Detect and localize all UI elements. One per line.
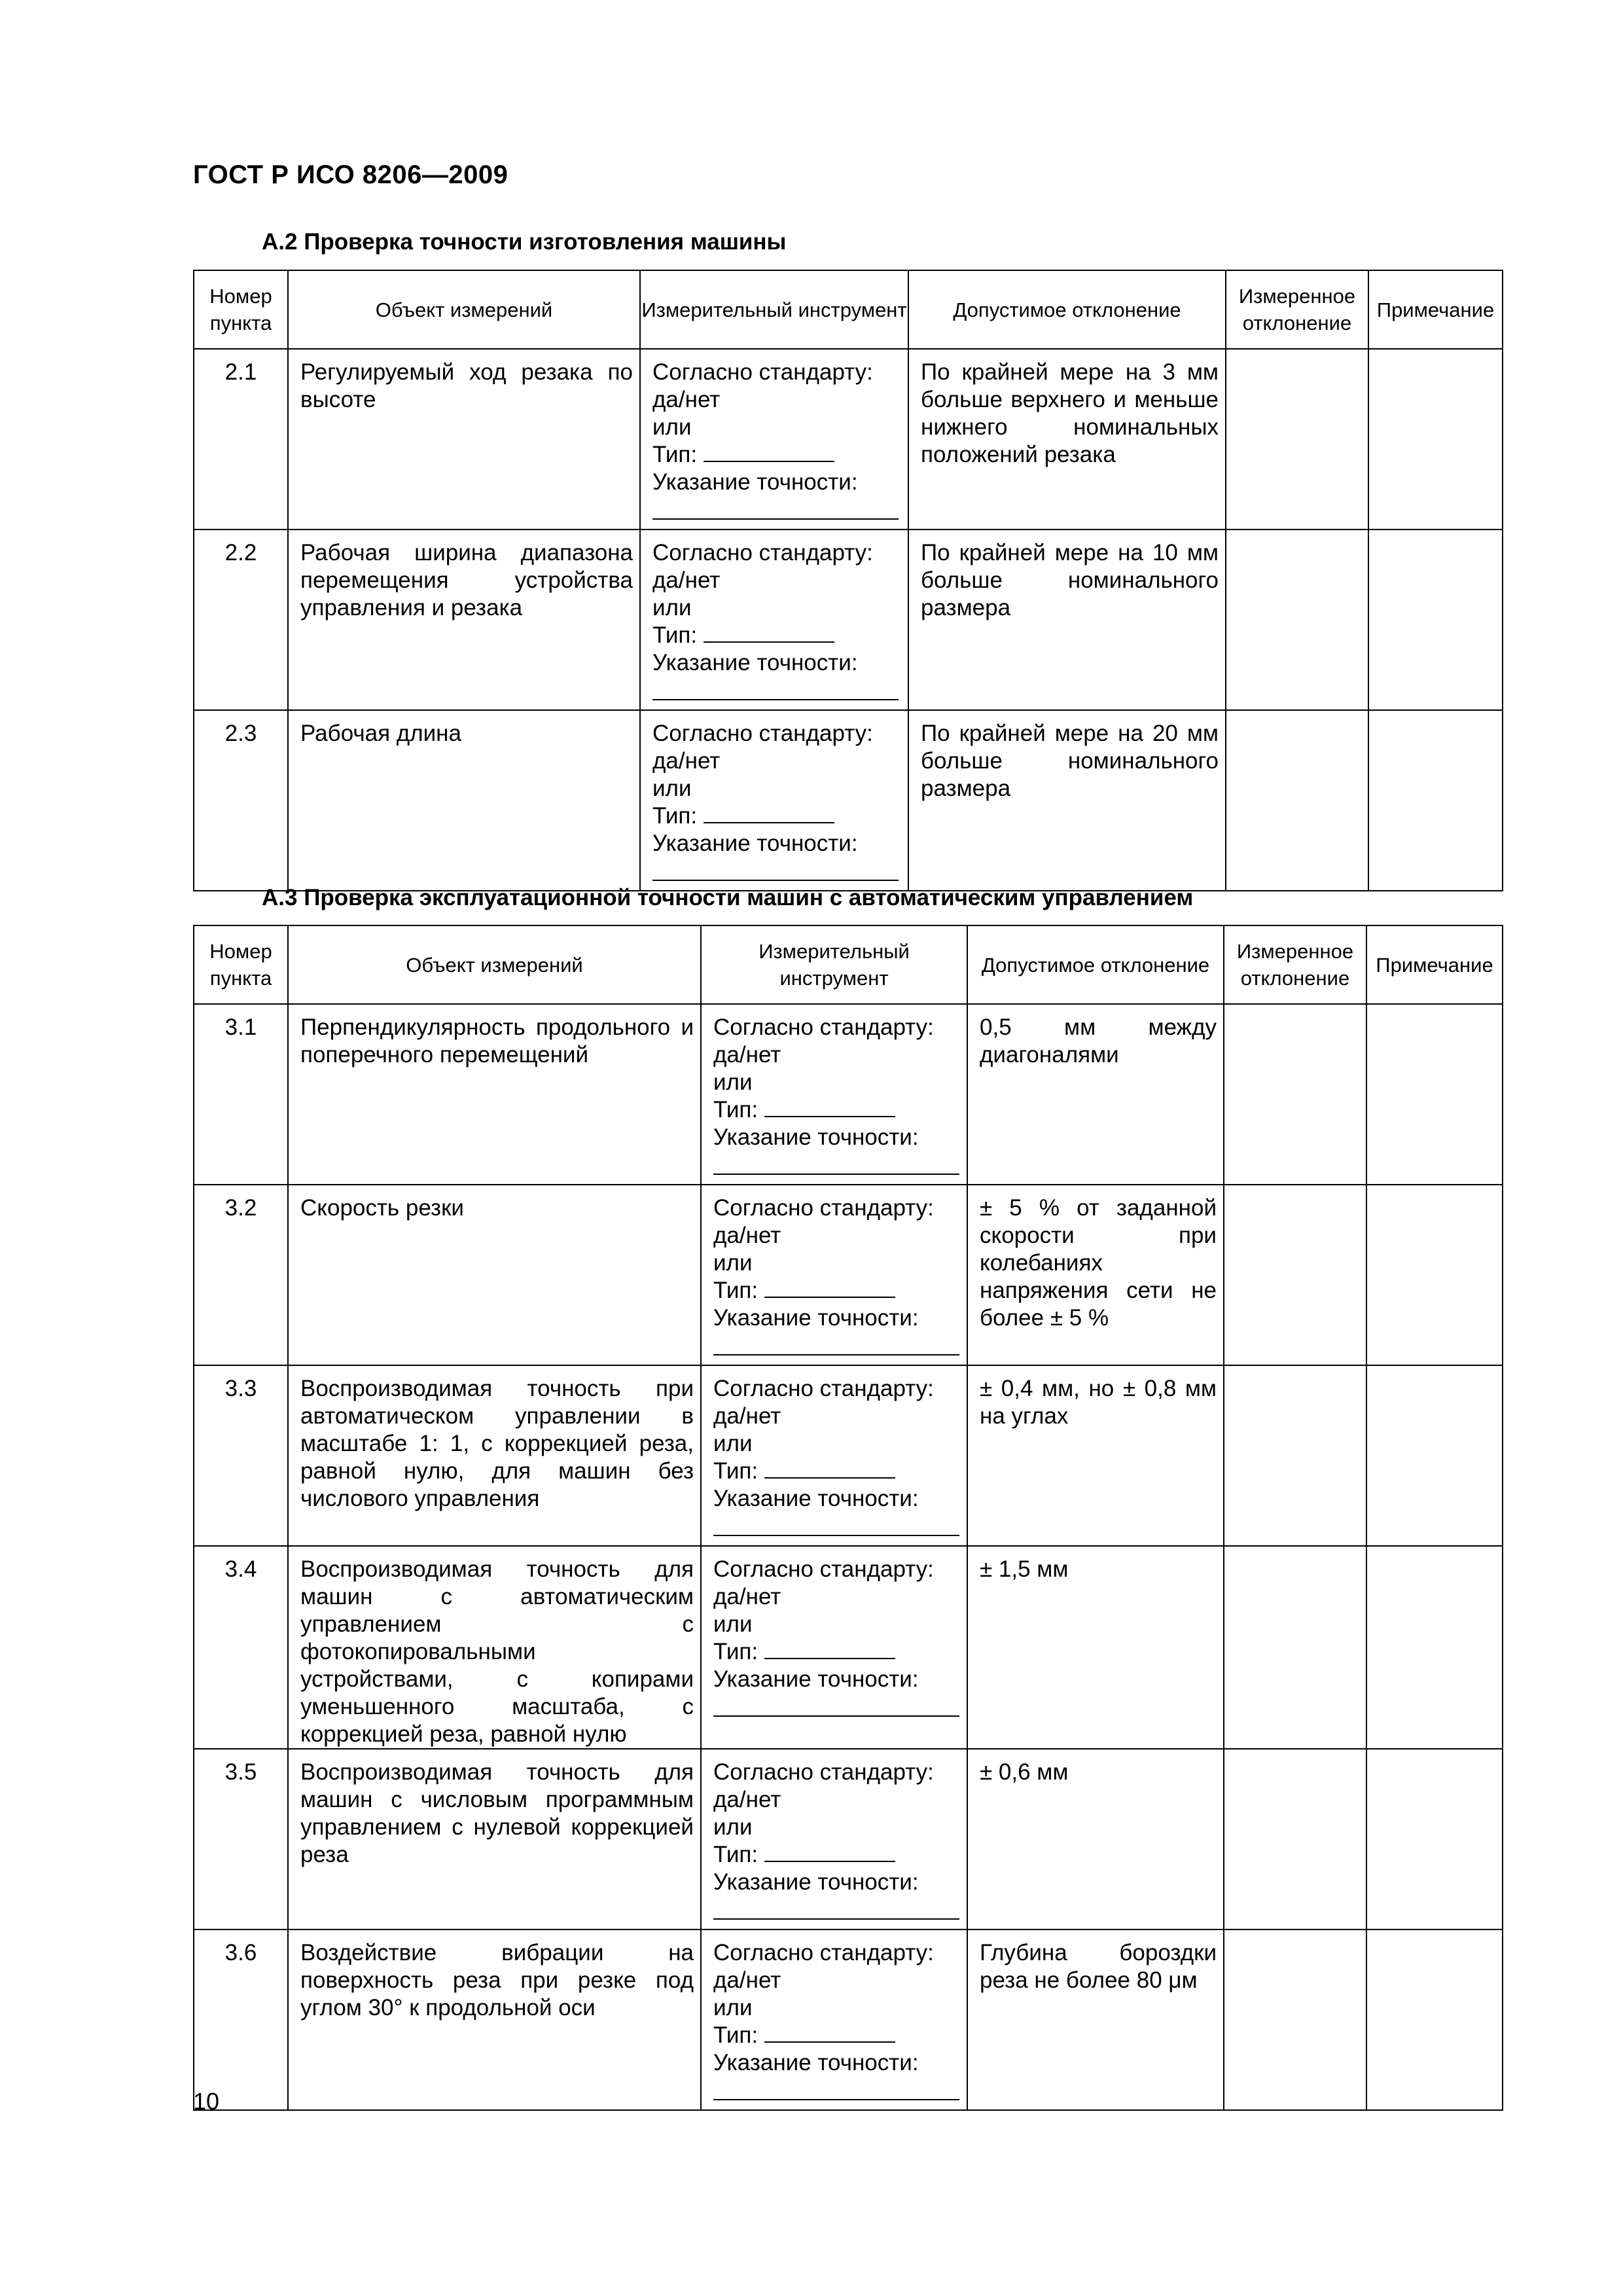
type-blank-line bbox=[704, 802, 834, 823]
instrument-cell bbox=[640, 529, 908, 710]
note-cell bbox=[1366, 1185, 1503, 1365]
type-blank-line bbox=[764, 1277, 895, 1298]
item-number: 3.4 bbox=[194, 1546, 288, 1749]
instrument-or: или bbox=[713, 1995, 753, 2020]
item-number: 2.3 bbox=[194, 710, 288, 891]
instrument-or: или bbox=[652, 595, 692, 620]
col-header-measured: Измеренное отклонение bbox=[1224, 925, 1366, 1004]
type-blank-line bbox=[764, 1638, 895, 1659]
instrument-or: или bbox=[713, 1814, 753, 1840]
accuracy-blank-line bbox=[713, 1332, 959, 1355]
type-blank-line bbox=[764, 1841, 895, 1862]
allowed-deviation: По крайней мере на 20 мм больше номинального размера bbox=[908, 710, 1226, 891]
col-header-object: Объект измерений bbox=[288, 925, 701, 1004]
instrument-or: или bbox=[652, 414, 692, 440]
measurement-object: Скорость резки bbox=[288, 1185, 701, 1365]
table-row bbox=[194, 710, 1503, 891]
instrument-type-label: Тип: bbox=[713, 2022, 758, 2048]
allowed-deviation: ± 0,6 мм bbox=[967, 1749, 1224, 1929]
item-number: 3.6 bbox=[194, 1929, 288, 2110]
table-row bbox=[194, 1546, 1503, 1749]
instrument-type-label: Тип: bbox=[713, 1458, 758, 1484]
instrument-standard: Согласно стандарту: bbox=[713, 1195, 934, 1221]
measurement-object: Перпендикулярность продольного и поперечного перемещений bbox=[288, 1004, 701, 1185]
instrument-accuracy-label: Указание точности: bbox=[713, 1305, 919, 1331]
type-blank-line bbox=[704, 622, 834, 643]
type-blank-line bbox=[764, 1096, 895, 1117]
table-row bbox=[194, 1929, 1503, 2110]
accuracy-blank-line bbox=[713, 1896, 959, 1920]
accuracy-table-a3 bbox=[193, 925, 1503, 2111]
note-cell bbox=[1366, 1004, 1503, 1185]
instrument-yes-no: да/нет bbox=[652, 567, 721, 593]
measured-deviation-cell bbox=[1226, 529, 1368, 710]
instrument-cell bbox=[701, 1546, 967, 1749]
col-header-note: Примечание bbox=[1368, 270, 1503, 349]
instrument-standard: Согласно стандарту: bbox=[652, 721, 873, 746]
item-number: 3.1 bbox=[194, 1004, 288, 1185]
measurement-object: Рабочая ширина диапазона перемещения устройства управления и резака bbox=[288, 529, 640, 710]
instrument-type-label: Тип: bbox=[652, 622, 698, 648]
instrument-yes-no: да/нет bbox=[713, 1042, 781, 1067]
instrument-cell bbox=[701, 1185, 967, 1365]
instrument-yes-no: да/нет bbox=[652, 748, 721, 774]
instrument-cell bbox=[701, 1004, 967, 1185]
accuracy-blank-line bbox=[713, 1151, 959, 1175]
instrument-cell bbox=[701, 1749, 967, 1929]
note-cell bbox=[1368, 710, 1503, 891]
section-a2-title: А.2 Проверка точности изготовления машины bbox=[262, 229, 787, 255]
instrument-type-label: Тип: bbox=[713, 1278, 758, 1303]
instrument-accuracy-label: Указание точности: bbox=[713, 2050, 919, 2075]
instrument-accuracy-label: Указание точности: bbox=[652, 469, 858, 495]
allowed-deviation: По крайней мере на 3 мм больше верхнего и меньше нижнего номинальных положений резака bbox=[908, 349, 1226, 529]
section-a3-title: А.3 Проверка эксплуатационной точности машин с автоматическим управлением bbox=[262, 885, 1194, 910]
instrument-accuracy-label: Указание точности: bbox=[713, 1666, 919, 1692]
allowed-deviation: ± 5 % от заданной скорости при колебаниях напряжения сети не более ± 5 % bbox=[967, 1185, 1224, 1365]
col-header-deviation: Допустимое отклонение bbox=[908, 270, 1226, 349]
instrument-yes-no: да/нет bbox=[713, 1223, 781, 1248]
instrument-or: или bbox=[713, 1069, 753, 1095]
instrument-type-label: Тип: bbox=[652, 442, 698, 467]
instrument-accuracy-label: Указание точности: bbox=[713, 1486, 919, 1511]
col-header-instrument: Измерительный инструмент bbox=[701, 925, 967, 1004]
item-number: 3.5 bbox=[194, 1749, 288, 1929]
instrument-or: или bbox=[713, 1431, 753, 1456]
col-header-measured: Измеренное отклонение bbox=[1226, 270, 1368, 349]
instrument-accuracy-label: Указание точности: bbox=[652, 650, 858, 675]
note-cell bbox=[1366, 1546, 1503, 1749]
measurement-object: Рабочая длина bbox=[288, 710, 640, 891]
measured-deviation-cell bbox=[1224, 1749, 1366, 1929]
instrument-type-label: Тип: bbox=[713, 1639, 758, 1664]
note-cell bbox=[1366, 1749, 1503, 1929]
table-row bbox=[194, 529, 1503, 710]
measured-deviation-cell bbox=[1226, 710, 1368, 891]
instrument-standard: Согласно стандарту: bbox=[713, 1556, 934, 1582]
type-blank-line bbox=[764, 2022, 895, 2043]
instrument-type-label: Тип: bbox=[652, 803, 698, 829]
measurement-object: Воспроизводимая точность для машин с автоматическим управлением с фотокопировальными устройствами, с копирами уменьшенного масштаба, с коррекцией реза, равной нулю bbox=[288, 1546, 701, 1749]
instrument-standard: Согласно стандарту: bbox=[713, 1940, 934, 1965]
accuracy-table-a2 bbox=[193, 270, 1503, 891]
item-number: 3.2 bbox=[194, 1185, 288, 1365]
instrument-accuracy-label: Указание точности: bbox=[713, 1124, 919, 1150]
allowed-deviation: 0,5 мм между диагоналями bbox=[967, 1004, 1224, 1185]
instrument-yes-no: да/нет bbox=[713, 1787, 781, 1812]
table-row bbox=[194, 1004, 1503, 1185]
accuracy-blank-line bbox=[713, 1693, 959, 1717]
instrument-yes-no: да/нет bbox=[713, 1403, 781, 1429]
col-header-number: Номер пункта bbox=[194, 925, 288, 1004]
table-header-row bbox=[194, 925, 1503, 1004]
table-row bbox=[194, 349, 1503, 529]
note-cell bbox=[1366, 1365, 1503, 1546]
instrument-or: или bbox=[713, 1250, 753, 1276]
measured-deviation-cell bbox=[1224, 1365, 1366, 1546]
col-header-instrument: Измерительный инструмент bbox=[640, 270, 908, 349]
item-number: 3.3 bbox=[194, 1365, 288, 1546]
instrument-or: или bbox=[713, 1611, 753, 1637]
measured-deviation-cell bbox=[1224, 1929, 1366, 2110]
table-row bbox=[194, 1185, 1503, 1365]
instrument-cell bbox=[701, 1929, 967, 2110]
table-row bbox=[194, 1365, 1503, 1546]
instrument-standard: Согласно стандарту: bbox=[713, 1759, 934, 1785]
note-cell bbox=[1368, 349, 1503, 529]
item-number: 2.1 bbox=[194, 349, 288, 529]
type-blank-line bbox=[704, 441, 834, 462]
instrument-type-label: Тип: bbox=[713, 1097, 758, 1122]
measurement-object: Регулируемый ход резака по высоте bbox=[288, 349, 640, 529]
page-number: 10 bbox=[193, 2088, 220, 2115]
instrument-cell bbox=[640, 349, 908, 529]
instrument-cell bbox=[640, 710, 908, 891]
col-header-object: Объект измерений bbox=[288, 270, 640, 349]
allowed-deviation: ± 0,4 мм, но ± 0,8 мм на углах bbox=[967, 1365, 1224, 1546]
instrument-cell bbox=[701, 1365, 967, 1546]
note-cell bbox=[1366, 1929, 1503, 2110]
measured-deviation-cell bbox=[1224, 1546, 1366, 1749]
measured-deviation-cell bbox=[1224, 1004, 1366, 1185]
accuracy-blank-line bbox=[652, 857, 899, 881]
note-cell bbox=[1368, 529, 1503, 710]
allowed-deviation: Глубина бороздки реза не более 80 μм bbox=[967, 1929, 1224, 2110]
allowed-deviation: ± 1,5 мм bbox=[967, 1546, 1224, 1749]
instrument-yes-no: да/нет bbox=[713, 1584, 781, 1609]
measurement-object: Воспроизводимая точность при автоматическом управлении в масштабе 1: 1, с коррекцией реза, равной нулю, для машин без числового управления bbox=[288, 1365, 701, 1546]
table-row bbox=[194, 1749, 1503, 1929]
document-title: ГОСТ Р ИСО 8206—2009 bbox=[193, 160, 508, 189]
instrument-type-label: Тип: bbox=[713, 1842, 758, 1867]
measured-deviation-cell bbox=[1226, 349, 1368, 529]
accuracy-blank-line bbox=[713, 2077, 959, 2100]
col-header-note: Примечание bbox=[1366, 925, 1503, 1004]
measurement-object: Воздействие вибрации на поверхность реза при резке под углом 30° к продольной оси bbox=[288, 1929, 701, 2110]
instrument-or: или bbox=[652, 776, 692, 801]
instrument-standard: Согласно стандарту: bbox=[713, 1014, 934, 1040]
item-number: 2.2 bbox=[194, 529, 288, 710]
accuracy-blank-line bbox=[652, 677, 899, 700]
accuracy-blank-line bbox=[713, 1513, 959, 1536]
instrument-standard: Согласно стандарту: bbox=[652, 540, 873, 565]
instrument-yes-no: да/нет bbox=[713, 1967, 781, 1993]
accuracy-blank-line bbox=[652, 496, 899, 520]
instrument-standard: Согласно стандарту: bbox=[713, 1376, 934, 1401]
table-header-row bbox=[194, 270, 1503, 349]
instrument-accuracy-label: Указание точности: bbox=[713, 1869, 919, 1895]
type-blank-line bbox=[764, 1458, 895, 1479]
instrument-standard: Согласно стандарту: bbox=[652, 359, 873, 385]
measurement-object: Воспроизводимая точность для машин с числовым программным управлением с нулевой коррекцией реза bbox=[288, 1749, 701, 1929]
measured-deviation-cell bbox=[1224, 1185, 1366, 1365]
instrument-accuracy-label: Указание точности: bbox=[652, 831, 858, 856]
instrument-yes-no: да/нет bbox=[652, 387, 721, 412]
col-header-number: Номер пункта bbox=[194, 270, 288, 349]
allowed-deviation: По крайней мере на 10 мм больше номинального размера bbox=[908, 529, 1226, 710]
col-header-deviation: Допустимое отклонение bbox=[967, 925, 1224, 1004]
